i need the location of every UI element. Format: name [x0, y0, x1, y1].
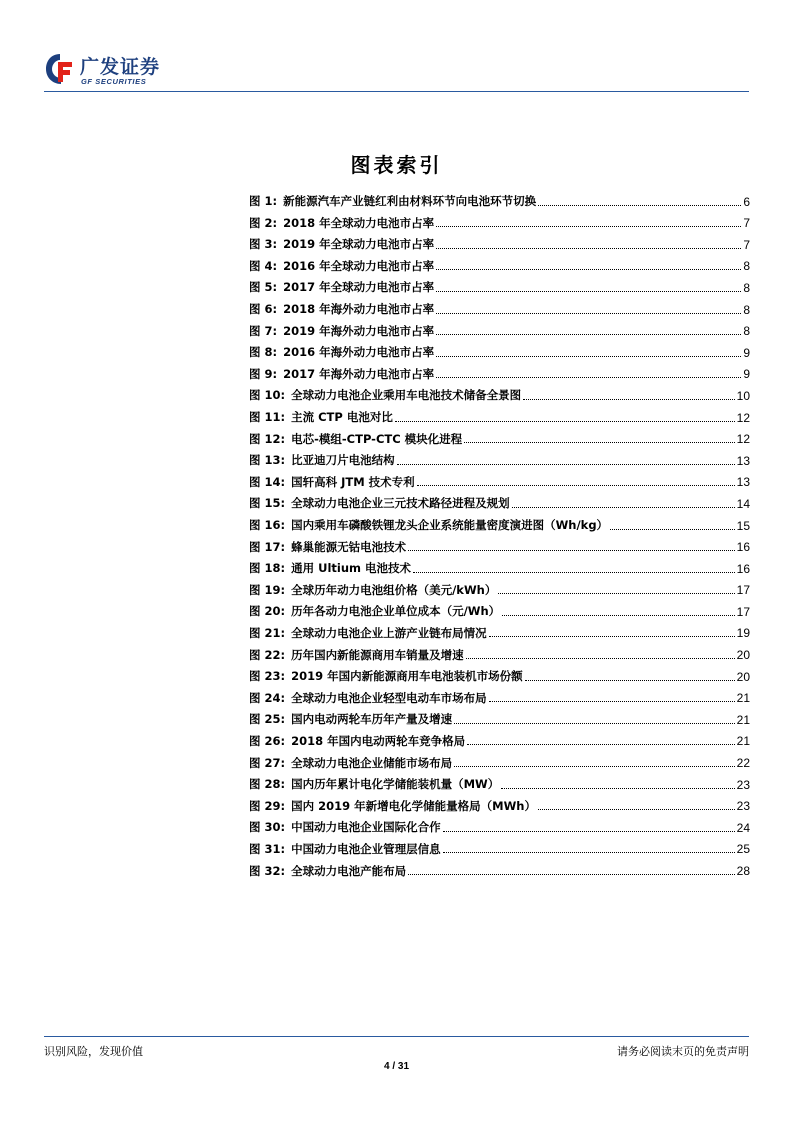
- toc-entry[interactable]: [249, 532, 750, 554]
- toc-entry-page: 20: [736, 669, 750, 684]
- toc-entry-title: 2016 年全球动力电池市占率: [283, 258, 435, 273]
- toc-entry-page: 22: [736, 756, 750, 771]
- toc-entry-title: 国轩高科 JTM 技术专利: [291, 474, 415, 489]
- toc-entry-label: 图 25:: [249, 712, 286, 727]
- toc-leader-dots: [610, 528, 735, 530]
- footer-slogan: 识别风险，发现价值: [44, 1045, 143, 1058]
- toc-entry-title: 国内电动两轮车历年产量及增速: [291, 712, 453, 727]
- toc-leader-dots: [466, 657, 735, 659]
- toc-entry-page: 13: [736, 453, 750, 468]
- toc-entry-label: 图 13:: [249, 453, 286, 468]
- toc-entry-page: 12: [736, 410, 750, 425]
- toc-entry[interactable]: [249, 575, 750, 597]
- toc-entry-title: 2017 年全球动力电池市占率: [283, 280, 435, 295]
- toc-entry-label: 图 1:: [249, 194, 278, 209]
- toc-leader-dots: [498, 592, 734, 594]
- toc-leader-dots: [489, 635, 735, 637]
- toc-entry-label: 图 7:: [249, 323, 278, 338]
- toc-entry-label: 图 17:: [249, 539, 286, 554]
- toc-entry-label: 图 8:: [249, 345, 278, 360]
- toc-entry-title: 蜂巢能源无钴电池技术: [291, 539, 407, 554]
- toc-entry[interactable]: [249, 618, 750, 640]
- toc-entry-title: 历年各动力电池企业单位成本（元/Wh）: [291, 604, 501, 619]
- toc-entry[interactable]: [249, 769, 750, 791]
- toc-entry[interactable]: [249, 747, 750, 769]
- toc-entry[interactable]: [249, 208, 750, 230]
- toc-entry-label: 图 27:: [249, 755, 286, 770]
- toc-entry[interactable]: [249, 683, 750, 705]
- toc-entry[interactable]: [249, 402, 750, 424]
- toc-entry[interactable]: [249, 704, 750, 726]
- toc-leader-dots: [501, 787, 734, 789]
- gf-logo-icon: [44, 52, 76, 86]
- toc-entry-page: 19: [736, 626, 750, 641]
- toc-entry-label: 图 24:: [249, 690, 286, 705]
- toc-entry[interactable]: [249, 186, 750, 208]
- toc-entry[interactable]: [249, 488, 750, 510]
- toc-entry-label: 图 23:: [249, 669, 286, 684]
- header-divider: [44, 91, 749, 92]
- toc-entry-page: 10: [736, 388, 750, 403]
- toc-entry[interactable]: [249, 251, 750, 273]
- toc-entry-label: 图 22:: [249, 647, 286, 662]
- toc-entry[interactable]: [249, 510, 750, 532]
- toc-entry-page: 21: [736, 734, 750, 749]
- toc-leader-dots: [464, 441, 734, 443]
- toc-entry-label: 图 9:: [249, 366, 278, 381]
- toc-entry-page: 28: [736, 864, 750, 878]
- toc-entry-title: 2019 年海外动力电池市占率: [283, 323, 435, 338]
- toc-entry-page: 8: [743, 280, 750, 295]
- toc-entry[interactable]: [249, 294, 750, 316]
- toc-leader-dots: [397, 463, 735, 465]
- footer-divider: [44, 1036, 749, 1037]
- toc-leader-dots: [408, 549, 735, 551]
- toc-entry-page: 21: [736, 691, 750, 706]
- toc-leader-dots: [417, 484, 735, 486]
- toc-entry-label: 图 19:: [249, 582, 286, 597]
- toc-entry-title: 国内历年累计电化学储能装机量（MW）: [291, 777, 500, 792]
- toc-entry-page: 23: [736, 799, 750, 814]
- toc-entry[interactable]: [249, 337, 750, 359]
- toc-entry-page: 8: [743, 302, 750, 317]
- toc-title: 图表索引: [350, 153, 443, 177]
- toc-entry-page: 13: [736, 475, 750, 490]
- toc-entry[interactable]: [249, 596, 750, 618]
- toc-entry-label: 图 4:: [249, 258, 278, 273]
- toc-leader-dots: [436, 333, 741, 335]
- toc-entry[interactable]: [249, 791, 750, 813]
- toc-entry-page: 14: [736, 496, 750, 511]
- toc-entry-title: 比亚迪刀片电池结构: [291, 453, 395, 468]
- toc-entry-page: 24: [736, 820, 750, 835]
- brand-name-en: GF SECURITIES: [81, 77, 147, 86]
- toc-entry-title: 2019 年国内新能源商用车电池装机市场份额: [291, 669, 523, 684]
- toc-entry-page: 17: [736, 583, 750, 598]
- toc-leader-dots: [502, 614, 734, 616]
- toc-entry[interactable]: [249, 424, 750, 446]
- footer-disclaimer: 请务必阅读末页的免责声明: [617, 1045, 749, 1058]
- toc-entry-page: 17: [736, 604, 750, 619]
- toc-entry-page: 23: [736, 777, 750, 792]
- toc-leader-dots: [525, 679, 735, 681]
- toc-entry-page: 16: [736, 540, 750, 555]
- toc-entry-page: 6: [743, 194, 750, 209]
- toc-entry-page: 7: [743, 237, 750, 252]
- toc-entry-label: 图 31:: [249, 841, 286, 856]
- toc-entry[interactable]: [249, 272, 750, 294]
- toc-leader-dots: [436, 290, 741, 292]
- toc-entry[interactable]: [249, 726, 750, 748]
- toc-entry-label: 图 12:: [249, 431, 286, 446]
- toc-entry-label: 图 2:: [249, 215, 278, 230]
- toc-entry-title: 历年国内新能源商用车销量及增速: [291, 647, 464, 662]
- toc-entry-title: 全球动力电池产能布局: [291, 863, 407, 878]
- toc-entry-title: 2018 年全球动力电池市占率: [283, 215, 435, 230]
- toc-entry[interactable]: [249, 812, 750, 834]
- toc-leader-dots: [436, 225, 741, 227]
- toc-leader-dots: [523, 398, 735, 400]
- toc-entry-title: 全球动力电池企业储能市场布局: [291, 755, 453, 770]
- toc-entry-page: 21: [736, 712, 750, 727]
- toc-entry-page: 9: [743, 367, 750, 382]
- toc-entry-title: 中国动力电池企业国际化合作: [291, 820, 441, 835]
- company-logo: [44, 50, 184, 90]
- toc-entry[interactable]: [249, 661, 750, 683]
- toc-entry-label: 图 3:: [249, 237, 278, 252]
- toc-leader-dots: [436, 376, 741, 378]
- toc-entry[interactable]: [249, 445, 750, 467]
- toc-entry-page: 16: [736, 561, 750, 576]
- toc-entry-label: 图 10:: [249, 388, 286, 403]
- toc-entry-label: 图 11:: [249, 410, 286, 425]
- toc-entry-label: 图 6:: [249, 302, 278, 317]
- toc-leader-dots: [436, 247, 741, 249]
- toc-entry[interactable]: [249, 639, 750, 661]
- toc-entry-title: 中国动力电池企业管理层信息: [291, 841, 441, 856]
- toc-entry-page: 8: [743, 324, 750, 339]
- toc-leader-dots: [467, 743, 735, 745]
- toc-entry[interactable]: [249, 316, 750, 338]
- toc-entry-title: 通用 Ultium 电池技术: [291, 561, 412, 576]
- toc-leader-dots: [436, 312, 741, 314]
- toc-entry[interactable]: [249, 359, 750, 381]
- toc-entry-title: 国内 2019 年新增电化学储能量格局（MWh）: [291, 798, 536, 813]
- toc-entry-title: 2018 年国内电动两轮车竞争格局: [291, 733, 466, 748]
- toc-leader-dots: [436, 268, 741, 270]
- toc-entry[interactable]: [249, 855, 750, 877]
- toc-entry-title: 全球动力电池企业上游产业链布局情况: [291, 625, 487, 640]
- toc-entry-label: 图 30:: [249, 820, 286, 835]
- toc-entry-label: 图 26:: [249, 733, 286, 748]
- toc-entry-title: 新能源汽车产业链红利由材料环节向电池环节切换: [283, 194, 537, 209]
- toc-leader-dots: [443, 830, 735, 832]
- toc-entry-label: 图 32:: [249, 863, 286, 878]
- toc-leader-dots: [538, 204, 741, 206]
- toc-entry-label: 图 29:: [249, 798, 286, 813]
- toc-entry-title: 2019 年全球动力电池市占率: [283, 237, 435, 252]
- toc-entry-label: 图 16:: [249, 518, 286, 532]
- toc-leader-dots: [395, 420, 735, 422]
- toc-entry-title: 主流 CTP 电池对比: [291, 410, 393, 425]
- toc-entry[interactable]: [249, 467, 750, 489]
- toc-leader-dots: [538, 808, 735, 810]
- toc-entry-page: 25: [736, 842, 750, 857]
- toc-entry-page: 9: [743, 345, 750, 360]
- toc-entry-title: 全球动力电池企业乘用车电池技术储备全景图: [291, 388, 522, 403]
- toc-entry-page: 15: [736, 518, 750, 533]
- toc-entry-label: 图 28:: [249, 777, 286, 792]
- toc-entry-title: 国内乘用车磷酸铁锂龙头企业系统能量密度演进图（Wh/kg）: [291, 518, 609, 532]
- toc-entry[interactable]: [249, 553, 750, 575]
- toc-leader-dots: [512, 506, 735, 508]
- toc-entry-title: 全球动力电池企业三元技术路径进程及规划: [291, 496, 510, 511]
- toc-entry-label: 图 20:: [249, 604, 286, 619]
- toc-entry-title: 2016 年海外动力电池市占率: [283, 345, 435, 360]
- toc-entry-page: 20: [736, 648, 750, 663]
- toc-leader-dots: [413, 571, 735, 573]
- toc-leader-dots: [408, 873, 735, 875]
- brand-name-cn: 广发证券: [80, 56, 161, 78]
- toc-entry-page: 8: [743, 259, 750, 274]
- toc-entry[interactable]: [249, 229, 750, 251]
- toc-entry-title: 全球动力电池企业轻型电动车市场布局: [291, 690, 487, 705]
- toc-entry[interactable]: [249, 834, 750, 856]
- toc-entry-label: 图 14:: [249, 474, 286, 489]
- toc-entry[interactable]: [249, 380, 750, 402]
- toc-entry-page: 12: [736, 432, 750, 447]
- toc-leader-dots: [443, 851, 735, 853]
- toc-entry-title: 2017 年海外动力电池市占率: [283, 366, 435, 381]
- toc-entry-title: 2018 年海外动力电池市占率: [283, 302, 435, 317]
- page-number: 4 / 31: [383, 1061, 410, 1072]
- toc-entry-page: 7: [743, 216, 750, 231]
- toc-leader-dots: [454, 765, 735, 767]
- toc-entry-title: 全球历年动力电池组价格（美元/kWh）: [291, 582, 497, 597]
- toc-entry-label: 图 21:: [249, 625, 286, 640]
- toc-entry-label: 图 18:: [249, 561, 286, 576]
- toc-entry-label: 图 15:: [249, 496, 286, 511]
- toc-entry-title: 电芯-模组-CTP-CTC 模块化进程: [291, 431, 463, 446]
- toc-entry-label: 图 5:: [249, 280, 278, 295]
- table-of-figures: [249, 186, 750, 877]
- toc-leader-dots: [454, 722, 735, 724]
- toc-leader-dots: [436, 355, 741, 357]
- toc-leader-dots: [489, 700, 735, 702]
